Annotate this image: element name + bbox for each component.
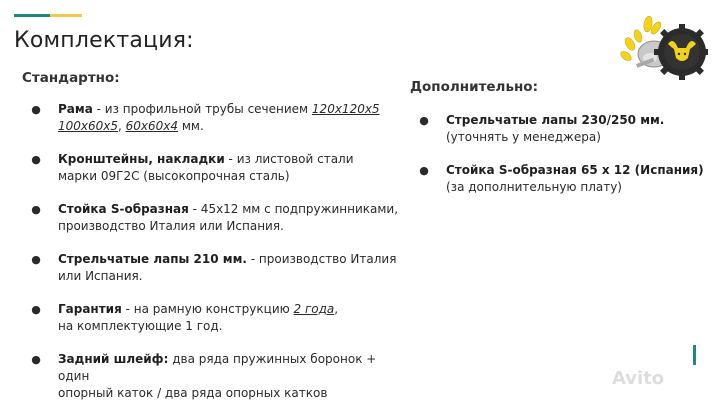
item-title: Рама [58, 102, 93, 116]
item-underlined: 60х60х4 [125, 119, 179, 133]
page-title: Комплектация: [14, 28, 194, 53]
accent-bar-green [14, 14, 50, 17]
item-text-line2: производство Италия или Испания. [58, 219, 284, 233]
bullet-icon: ● [31, 103, 41, 116]
item-title: Кронштейны, накладки [58, 152, 225, 166]
item-text: , [334, 302, 339, 316]
item-text-line2: (уточнять у менеджера) [446, 130, 601, 144]
watermark-text: Avito [612, 368, 665, 389]
item-underlined: 100х60х5 [58, 119, 119, 133]
standard-list [30, 101, 400, 418]
bullet-icon: ● [419, 114, 429, 127]
item-title: Задний шлейф: [58, 352, 169, 366]
bullet-icon: ● [31, 303, 41, 316]
bullet-icon: ● [31, 203, 41, 216]
accent-tick [693, 345, 696, 365]
item-title: Гарантия [58, 302, 122, 316]
list-item [30, 101, 400, 135]
list-item [30, 301, 400, 335]
item-title: Стойка S-образная 65 х 12 (Испания) [446, 163, 704, 177]
item-title: Стрельчатые лапы 230/250 мм. [446, 113, 665, 127]
list-item [30, 351, 400, 402]
item-text: мм. [178, 119, 204, 133]
bullet-icon: ● [31, 153, 41, 166]
item-title: Стрельчатые лапы 210 мм. [58, 252, 247, 266]
item-text: - из листовой стали [224, 152, 354, 166]
bullet-icon: ● [31, 353, 41, 366]
item-title: Стойка S-образная [58, 202, 189, 216]
item-text-line2: или Испания. [58, 269, 143, 283]
item-text: - на рамную конструкцию [121, 302, 294, 316]
item-text-line2: (за дополнительную плату) [446, 180, 622, 194]
item-text: - 45х12 мм с подпружинниками, [188, 202, 399, 216]
list-item [30, 201, 400, 235]
extra-list [418, 112, 708, 212]
list-item [30, 251, 400, 285]
bullet-icon: ● [31, 253, 41, 266]
item-underlined: 120х120х5 [311, 102, 380, 116]
item-text: - из профильной трубы сечением [92, 102, 312, 116]
item-text-line2: опорный каток / два ряда опорных катков [58, 386, 328, 400]
item-text: два ряда пружинных боронок + один [58, 352, 377, 383]
list-item [418, 112, 708, 146]
item-text: , [118, 119, 126, 133]
list-item [30, 151, 400, 185]
standard-heading: Стандартно: [22, 70, 120, 86]
item-text: - производство Италия [246, 252, 397, 266]
bullet-icon: ● [419, 164, 429, 177]
item-underlined: 2 года [293, 302, 335, 316]
bull-gear-logo-icon [618, 14, 708, 82]
item-text-line2: на комплектующие 1 год. [58, 319, 223, 333]
item-text-line2: марки 09Г2С (высокопрочная сталь) [58, 169, 290, 183]
accent-bar-yellow [50, 14, 82, 17]
list-item [418, 162, 708, 196]
extra-heading: Дополнительно: [410, 79, 538, 95]
